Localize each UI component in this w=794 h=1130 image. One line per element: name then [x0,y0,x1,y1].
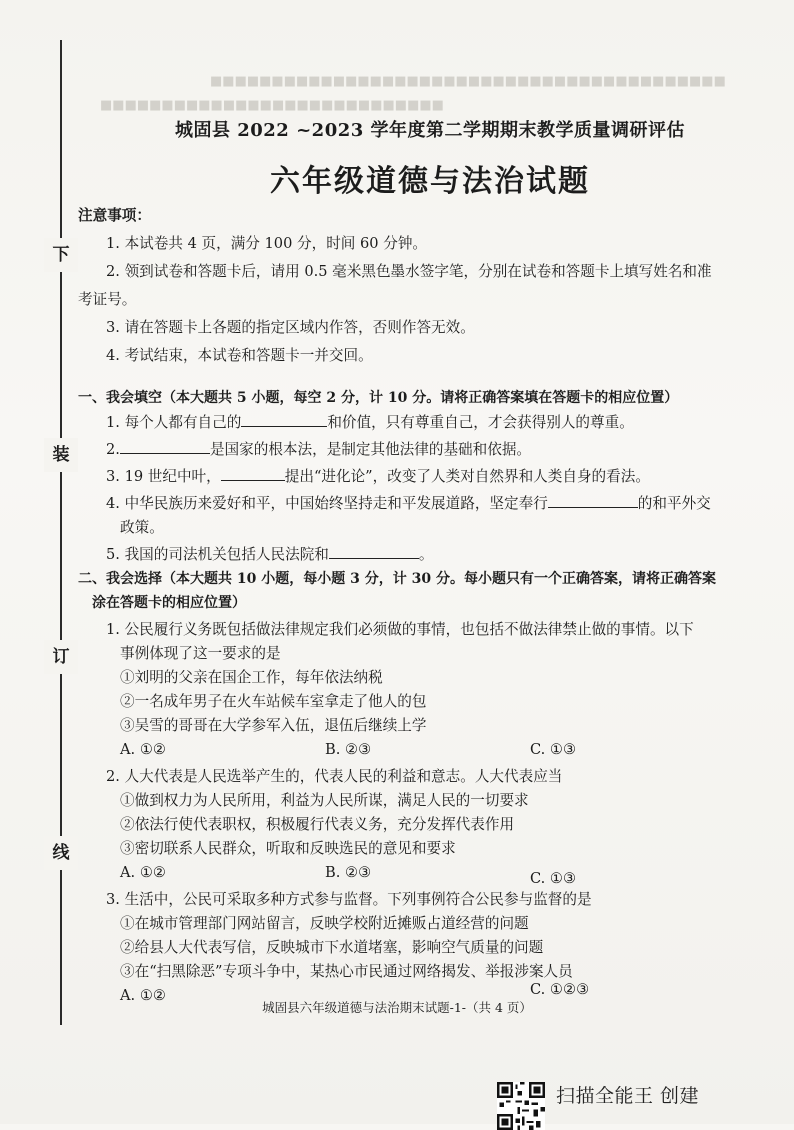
choice-question-3-stem: 3. 生活中，公民可采取多种方式参与监督。下列事例符合公民参与监督的是 [106,891,592,908]
options-row [78,861,782,885]
fill-question-4: 4. 中华民族历来爱好和平，中国始终坚持走和平发展道路，坚定奉行 的和平外交 [78,491,782,516]
note-item: 1. 本试卷共 4 页，满分 100 分，时间 60 分钟。 [106,235,428,252]
choice-item: ②给县人大代表写信，反映城市下水道堵塞，影响空气质量的问题 [120,939,544,956]
binding-char-zhuang: 装 [44,438,78,472]
qr-code-icon [497,1082,545,1130]
blank-1[interactable] [241,410,327,427]
fill-question-5: 5. 我国的司法机关包括人民法院和 。 [78,542,782,567]
exam-subtitle: 城固县 2022 ~2023 学年度第二学期期末教学质量调研评估 [174,120,686,141]
choice-item: ②一名成年男子在火车站候车室拿走了他人的包 [120,693,427,710]
option-c[interactable]: C. ①③ [530,741,577,758]
section2-heading: 二、我会选择（本大题共 10 小题，每小题 3 分，计 30 分。每小题只有一个正确答案，请将正确答案 [78,571,716,587]
exam-content [78,204,782,1008]
binding-line [60,40,62,1025]
section2-heading-cont: 涂在答题卡的相应位置） [92,595,246,611]
choice-item: ③吴雪的哥哥在大学参军入伍，退伍后继续上学 [120,717,427,734]
fill-question-1: 1. 每个人都有自己的 和价值，只有尊重自己，才会获得别人的尊重。 [78,410,782,435]
bleed-through-text: ■■■■■■■■■■■■■■■■■■■■■■■■■■■■ [100,98,444,113]
scanner-watermark: 扫描全能王 创建 [556,1085,700,1107]
exam-title: 六年级道德与法治试题 [270,164,590,199]
choice-question-2-stem: 2. 人大代表是人民选举产生的，代表人民的利益和意志。人大代表应当 [106,768,563,785]
option-b[interactable]: B. ②③ [325,741,372,758]
option-a[interactable]: A. ①② [120,741,166,758]
choice-item: ③密切联系人民群众，听取和反映选民的意见和要求 [120,840,456,857]
choice-item: ①做到权力为人民所用，利益为人民所谋，满足人民的一切要求 [120,792,529,809]
choice-item: ②依法行使代表职权，积极履行代表义务，充分发挥代表作用 [120,816,515,833]
section1-heading: 一、我会填空（本大题共 5 小题，每空 2 分，计 10 分。请将正确答案填在答题卡的相应位置） [78,390,679,406]
binding-char-ding: 订 [44,640,78,674]
fill-question-3: 3. 19 世纪中叶， 提出“进化论”，改变了人类对自然界和人类自身的看法。 [78,464,782,489]
blank-2[interactable] [120,437,210,454]
option-c[interactable]: C. ①②③ [530,981,590,998]
option-a[interactable]: A. ①② [120,864,166,881]
option-a[interactable]: A. ①② [120,987,166,1004]
choice-item: ③在“扫黑除恶”专项斗争中，某热心市民通过网络揭发、举报涉案人员 [120,963,573,980]
fill-question-4-cont: 政策。 [120,519,164,536]
choice-item: ①在城市管理部门网站留言，反映学校附近摊贩占道经营的问题 [120,915,529,932]
note-item: 2. 领到试卷和答题卡后，请用 0.5 毫米黑色墨水签字笔，分别在试卷和答题卡上填写姓名和准 [106,263,712,280]
options-row [78,738,782,762]
bleed-through-text: ■■■■■■■■■■■■■■■■■■■■■■■■■■■■■■■■■■■■■■■■■■ [210,74,726,89]
blank-5[interactable] [329,542,419,559]
binding-char-xian: 线 [44,836,78,870]
choice-question-1-stem-cont: 事例体现了这一要求的是 [120,645,281,662]
blank-3[interactable] [221,464,285,481]
choice-question-1-stem: 1. 公民履行义务既包括做法律规定我们必须做的事情，也包括不做法律禁止做的事情。以下 [106,621,694,638]
page-footer: 城固县六年级道德与法治期末试题-1-（共 4 页） [262,1000,532,1015]
blank-4[interactable] [548,491,638,508]
option-c[interactable]: C. ①③ [530,870,577,887]
note-item: 4. 考试结束，本试卷和答题卡一并交回。 [106,347,373,364]
option-b[interactable]: B. ②③ [325,864,372,881]
notes-heading: 注意事项： [78,207,151,224]
choice-item: ①刘明的父亲在国企工作，每年依法纳税 [120,669,383,686]
note-item: 3. 请在答题卡上各题的指定区域内作答，否则作答无效。 [106,319,475,336]
fill-question-2: 2. 是国家的根本法，是制定其他法律的基础和依据。 [78,437,782,462]
binding-char-xia: 下 [44,238,78,272]
note-item: 考证号。 [78,291,137,308]
